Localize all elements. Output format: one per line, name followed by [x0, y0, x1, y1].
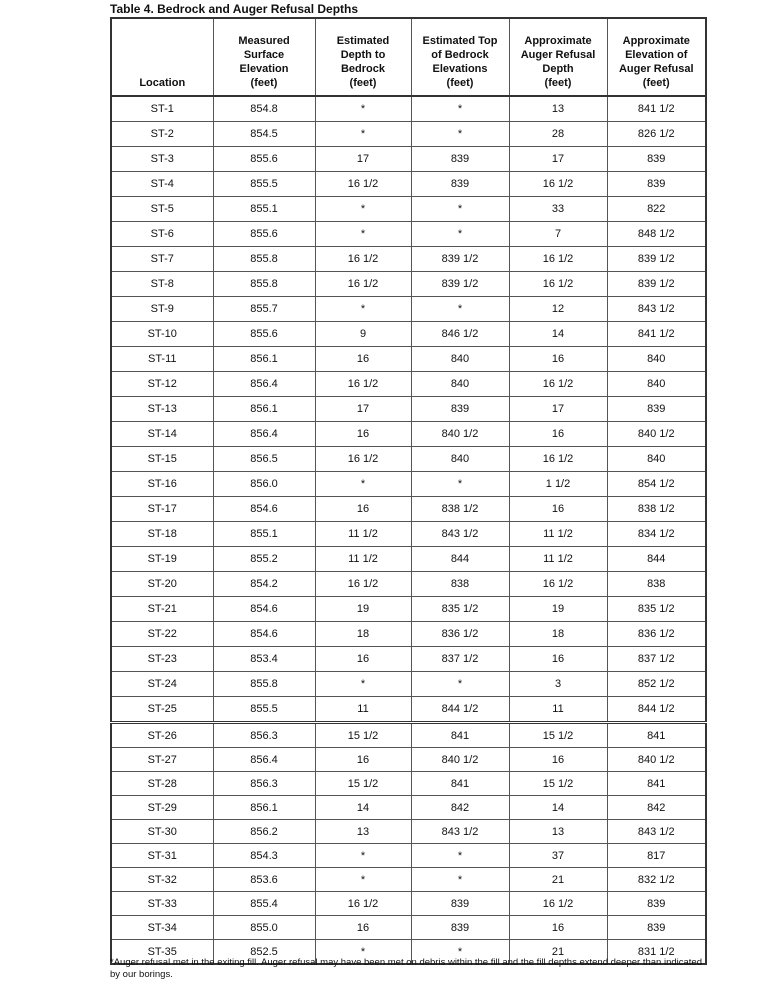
cell-refusal-depth: 16 1/2	[509, 247, 607, 272]
cell-location: ST-2	[111, 122, 213, 147]
header-estimated-depth-to-bedrock: Estimated Depth to Bedrock (feet)	[315, 18, 411, 96]
cell-refusal-elevation: 838	[607, 572, 706, 597]
cell-top-of-bedrock: 839	[411, 172, 509, 197]
cell-surface-elevation: 856.4	[213, 372, 315, 397]
cell-depth-to-bedrock: *	[315, 297, 411, 322]
table-row	[111, 748, 706, 772]
cell-top-of-bedrock: *	[411, 96, 509, 122]
cell-refusal-depth: 13	[509, 96, 607, 122]
cell-location: ST-22	[111, 622, 213, 647]
cell-location: ST-28	[111, 772, 213, 796]
cell-depth-to-bedrock: 16 1/2	[315, 247, 411, 272]
table-body	[111, 96, 706, 964]
cell-top-of-bedrock: 841	[411, 772, 509, 796]
table-row	[111, 572, 706, 597]
cell-surface-elevation: 855.0	[213, 916, 315, 940]
cell-surface-elevation: 855.6	[213, 322, 315, 347]
cell-location: ST-4	[111, 172, 213, 197]
cell-depth-to-bedrock: *	[315, 96, 411, 122]
table-row	[111, 297, 706, 322]
cell-refusal-elevation: 843 1/2	[607, 297, 706, 322]
cell-location: ST-35	[111, 940, 213, 965]
cell-location: ST-32	[111, 868, 213, 892]
table-row	[111, 497, 706, 522]
cell-location: ST-11	[111, 347, 213, 372]
cell-top-of-bedrock: *	[411, 222, 509, 247]
cell-surface-elevation: 855.1	[213, 197, 315, 222]
cell-refusal-depth: 14	[509, 322, 607, 347]
cell-depth-to-bedrock: 16 1/2	[315, 447, 411, 472]
cell-top-of-bedrock: 846 1/2	[411, 322, 509, 347]
cell-refusal-elevation: 839	[607, 172, 706, 197]
cell-refusal-depth: 16 1/2	[509, 447, 607, 472]
cell-location: ST-19	[111, 547, 213, 572]
table-row	[111, 844, 706, 868]
cell-depth-to-bedrock: 16 1/2	[315, 892, 411, 916]
table-row	[111, 372, 706, 397]
cell-refusal-elevation: 841	[607, 772, 706, 796]
cell-top-of-bedrock: *	[411, 197, 509, 222]
cell-surface-elevation: 856.3	[213, 772, 315, 796]
cell-depth-to-bedrock: 16	[315, 347, 411, 372]
cell-depth-to-bedrock: *	[315, 940, 411, 965]
cell-refusal-depth: 14	[509, 796, 607, 820]
table-row	[111, 892, 706, 916]
table-row	[111, 547, 706, 572]
cell-refusal-depth: 11 1/2	[509, 522, 607, 547]
cell-refusal-depth: 13	[509, 820, 607, 844]
cell-location: ST-10	[111, 322, 213, 347]
cell-depth-to-bedrock: *	[315, 472, 411, 497]
cell-refusal-depth: 15 1/2	[509, 723, 607, 748]
cell-location: ST-21	[111, 597, 213, 622]
cell-depth-to-bedrock: 16 1/2	[315, 572, 411, 597]
cell-surface-elevation: 856.1	[213, 397, 315, 422]
cell-surface-elevation: 854.6	[213, 622, 315, 647]
cell-refusal-elevation: 834 1/2	[607, 522, 706, 547]
table-row	[111, 647, 706, 672]
cell-refusal-elevation: 837 1/2	[607, 647, 706, 672]
cell-depth-to-bedrock: *	[315, 844, 411, 868]
cell-top-of-bedrock: 839	[411, 916, 509, 940]
cell-top-of-bedrock: *	[411, 672, 509, 697]
cell-surface-elevation: 854.6	[213, 497, 315, 522]
cell-surface-elevation: 855.8	[213, 272, 315, 297]
table-row	[111, 122, 706, 147]
table-row	[111, 247, 706, 272]
cell-location: ST-18	[111, 522, 213, 547]
cell-refusal-depth: 17	[509, 147, 607, 172]
cell-refusal-elevation: 832 1/2	[607, 868, 706, 892]
cell-depth-to-bedrock: 16	[315, 497, 411, 522]
cell-depth-to-bedrock: *	[315, 197, 411, 222]
cell-depth-to-bedrock: *	[315, 122, 411, 147]
cell-refusal-depth: 3	[509, 672, 607, 697]
cell-top-of-bedrock: *	[411, 940, 509, 965]
cell-surface-elevation: 856.4	[213, 748, 315, 772]
cell-depth-to-bedrock: 9	[315, 322, 411, 347]
cell-refusal-depth: 16	[509, 347, 607, 372]
cell-refusal-depth: 12	[509, 297, 607, 322]
cell-refusal-depth: 16 1/2	[509, 892, 607, 916]
cell-top-of-bedrock: 844 1/2	[411, 697, 509, 723]
cell-surface-elevation: 855.8	[213, 672, 315, 697]
cell-location: ST-33	[111, 892, 213, 916]
cell-refusal-depth: 19	[509, 597, 607, 622]
cell-refusal-elevation: 842	[607, 796, 706, 820]
cell-refusal-elevation: 843 1/2	[607, 820, 706, 844]
cell-depth-to-bedrock: 13	[315, 820, 411, 844]
cell-location: ST-20	[111, 572, 213, 597]
cell-surface-elevation: 856.2	[213, 820, 315, 844]
header-auger-refusal-depth: Approximate Auger Refusal Depth (feet)	[509, 18, 607, 96]
cell-surface-elevation: 855.6	[213, 222, 315, 247]
table-row	[111, 397, 706, 422]
cell-top-of-bedrock: 839 1/2	[411, 272, 509, 297]
cell-surface-elevation: 853.4	[213, 647, 315, 672]
cell-location: ST-23	[111, 647, 213, 672]
cell-location: ST-8	[111, 272, 213, 297]
cell-top-of-bedrock: 842	[411, 796, 509, 820]
cell-location: ST-24	[111, 672, 213, 697]
cell-top-of-bedrock: 843 1/2	[411, 522, 509, 547]
cell-depth-to-bedrock: 16	[315, 647, 411, 672]
table-row	[111, 868, 706, 892]
cell-surface-elevation: 855.2	[213, 547, 315, 572]
cell-location: ST-29	[111, 796, 213, 820]
cell-depth-to-bedrock: 16	[315, 422, 411, 447]
cell-depth-to-bedrock: 15 1/2	[315, 772, 411, 796]
table-row	[111, 723, 706, 748]
cell-refusal-depth: 16	[509, 497, 607, 522]
cell-depth-to-bedrock: 14	[315, 796, 411, 820]
table-row	[111, 222, 706, 247]
cell-refusal-elevation: 839	[607, 916, 706, 940]
cell-depth-to-bedrock: 16 1/2	[315, 272, 411, 297]
cell-depth-to-bedrock: 16 1/2	[315, 372, 411, 397]
table-row	[111, 197, 706, 222]
cell-refusal-elevation: 839	[607, 397, 706, 422]
header-measured-surface-elevation: Measured Surface Elevation (feet)	[213, 18, 315, 96]
cell-top-of-bedrock: 838 1/2	[411, 497, 509, 522]
cell-location: ST-9	[111, 297, 213, 322]
cell-surface-elevation: 855.7	[213, 297, 315, 322]
cell-refusal-depth: 16	[509, 647, 607, 672]
cell-surface-elevation: 854.2	[213, 572, 315, 597]
cell-location: ST-3	[111, 147, 213, 172]
cell-refusal-elevation: 839	[607, 147, 706, 172]
table-row	[111, 622, 706, 647]
cell-refusal-depth: 16	[509, 748, 607, 772]
cell-refusal-elevation: 839	[607, 892, 706, 916]
cell-location: ST-14	[111, 422, 213, 447]
table-row	[111, 672, 706, 697]
cell-location: ST-25	[111, 697, 213, 723]
cell-refusal-depth: 16 1/2	[509, 372, 607, 397]
cell-depth-to-bedrock: 17	[315, 147, 411, 172]
table-row	[111, 322, 706, 347]
cell-top-of-bedrock: *	[411, 472, 509, 497]
table-header-row	[111, 18, 706, 96]
cell-refusal-elevation: 838 1/2	[607, 497, 706, 522]
cell-refusal-elevation: 840 1/2	[607, 422, 706, 447]
cell-refusal-elevation: 826 1/2	[607, 122, 706, 147]
cell-depth-to-bedrock: *	[315, 672, 411, 697]
cell-refusal-elevation: 848 1/2	[607, 222, 706, 247]
cell-surface-elevation: 855.5	[213, 172, 315, 197]
cell-depth-to-bedrock: 17	[315, 397, 411, 422]
cell-location: ST-15	[111, 447, 213, 472]
cell-refusal-depth: 16 1/2	[509, 572, 607, 597]
cell-location: ST-6	[111, 222, 213, 247]
cell-top-of-bedrock: 840 1/2	[411, 748, 509, 772]
cell-top-of-bedrock: 840	[411, 372, 509, 397]
header-location: Location	[111, 18, 213, 96]
cell-refusal-depth: 15 1/2	[509, 772, 607, 796]
cell-location: ST-1	[111, 96, 213, 122]
cell-top-of-bedrock: 839	[411, 397, 509, 422]
table-caption: Table 4. Bedrock and Auger Refusal Depths	[110, 2, 359, 16]
cell-top-of-bedrock: *	[411, 122, 509, 147]
cell-surface-elevation: 854.8	[213, 96, 315, 122]
cell-depth-to-bedrock: 11 1/2	[315, 547, 411, 572]
cell-depth-to-bedrock: 16	[315, 916, 411, 940]
cell-surface-elevation: 856.4	[213, 422, 315, 447]
cell-refusal-elevation: 852 1/2	[607, 672, 706, 697]
cell-refusal-elevation: 854 1/2	[607, 472, 706, 497]
cell-location: ST-27	[111, 748, 213, 772]
cell-refusal-depth: 11	[509, 697, 607, 723]
cell-surface-elevation: 855.6	[213, 147, 315, 172]
cell-top-of-bedrock: 839 1/2	[411, 247, 509, 272]
table-row	[111, 172, 706, 197]
cell-depth-to-bedrock: 19	[315, 597, 411, 622]
bedrock-refusal-table	[110, 17, 707, 965]
cell-depth-to-bedrock: 16	[315, 748, 411, 772]
cell-location: ST-16	[111, 472, 213, 497]
cell-refusal-depth: 16	[509, 916, 607, 940]
header-auger-refusal-elevation: Approximate Elevation of Auger Refusal (feet)	[607, 18, 706, 96]
cell-surface-elevation: 855.1	[213, 522, 315, 547]
cell-location: ST-5	[111, 197, 213, 222]
cell-refusal-depth: 16 1/2	[509, 272, 607, 297]
cell-top-of-bedrock: 840	[411, 347, 509, 372]
table-row	[111, 347, 706, 372]
cell-top-of-bedrock: 837 1/2	[411, 647, 509, 672]
cell-top-of-bedrock: 840	[411, 447, 509, 472]
table-row	[111, 772, 706, 796]
cell-top-of-bedrock: 839	[411, 147, 509, 172]
table-row	[111, 697, 706, 723]
cell-location: ST-13	[111, 397, 213, 422]
table-row	[111, 96, 706, 122]
cell-refusal-elevation: 835 1/2	[607, 597, 706, 622]
cell-refusal-elevation: 841 1/2	[607, 322, 706, 347]
cell-refusal-elevation: 840 1/2	[607, 748, 706, 772]
table-row	[111, 597, 706, 622]
cell-refusal-depth: 21	[509, 868, 607, 892]
cell-refusal-elevation: 817	[607, 844, 706, 868]
cell-top-of-bedrock: 839	[411, 892, 509, 916]
cell-depth-to-bedrock: 16 1/2	[315, 172, 411, 197]
cell-surface-elevation: 854.5	[213, 122, 315, 147]
header-estimated-top-of-bedrock: Estimated Top of Bedrock Elevations (feet)	[411, 18, 509, 96]
table-row	[111, 472, 706, 497]
cell-refusal-elevation: 840	[607, 372, 706, 397]
cell-refusal-elevation: 841 1/2	[607, 96, 706, 122]
table-row	[111, 272, 706, 297]
cell-refusal-elevation: 839 1/2	[607, 272, 706, 297]
cell-surface-elevation: 856.1	[213, 347, 315, 372]
cell-refusal-elevation: 840	[607, 447, 706, 472]
table-row	[111, 422, 706, 447]
cell-location: ST-12	[111, 372, 213, 397]
cell-refusal-elevation: 839 1/2	[607, 247, 706, 272]
cell-refusal-elevation: 844	[607, 547, 706, 572]
cell-top-of-bedrock: 840 1/2	[411, 422, 509, 447]
table-footnote: *Auger refusal met in the exiting fill. Auger refusal may have been met on debris within the fill and the fill depths extend deeper than indicated by our borings.	[110, 957, 702, 980]
cell-refusal-depth: 33	[509, 197, 607, 222]
cell-surface-elevation: 856.5	[213, 447, 315, 472]
cell-location: ST-26	[111, 723, 213, 748]
cell-refusal-depth: 7	[509, 222, 607, 247]
cell-surface-elevation: 854.6	[213, 597, 315, 622]
cell-refusal-depth: 16	[509, 422, 607, 447]
cell-refusal-depth: 1 1/2	[509, 472, 607, 497]
cell-surface-elevation: 856.3	[213, 723, 315, 748]
cell-refusal-depth: 28	[509, 122, 607, 147]
table-row	[111, 796, 706, 820]
cell-top-of-bedrock: *	[411, 844, 509, 868]
cell-refusal-depth: 21	[509, 940, 607, 965]
cell-location: ST-34	[111, 916, 213, 940]
cell-refusal-elevation: 836 1/2	[607, 622, 706, 647]
cell-surface-elevation: 855.5	[213, 697, 315, 723]
table-row	[111, 447, 706, 472]
cell-refusal-depth: 37	[509, 844, 607, 868]
cell-top-of-bedrock: 835 1/2	[411, 597, 509, 622]
cell-refusal-depth: 11 1/2	[509, 547, 607, 572]
cell-depth-to-bedrock: 11 1/2	[315, 522, 411, 547]
cell-surface-elevation: 856.0	[213, 472, 315, 497]
cell-depth-to-bedrock: 18	[315, 622, 411, 647]
cell-top-of-bedrock: 844	[411, 547, 509, 572]
cell-surface-elevation: 852.5	[213, 940, 315, 965]
cell-top-of-bedrock: 841	[411, 723, 509, 748]
cell-top-of-bedrock: 843 1/2	[411, 820, 509, 844]
cell-surface-elevation: 856.1	[213, 796, 315, 820]
table-row	[111, 522, 706, 547]
cell-refusal-depth: 17	[509, 397, 607, 422]
cell-refusal-elevation: 841	[607, 723, 706, 748]
cell-refusal-elevation: 831 1/2	[607, 940, 706, 965]
cell-location: ST-7	[111, 247, 213, 272]
cell-location: ST-17	[111, 497, 213, 522]
cell-surface-elevation: 853.6	[213, 868, 315, 892]
cell-refusal-depth: 16 1/2	[509, 172, 607, 197]
cell-top-of-bedrock: *	[411, 868, 509, 892]
cell-refusal-elevation: 840	[607, 347, 706, 372]
cell-top-of-bedrock: *	[411, 297, 509, 322]
cell-refusal-depth: 18	[509, 622, 607, 647]
cell-location: ST-30	[111, 820, 213, 844]
cell-surface-elevation: 855.8	[213, 247, 315, 272]
cell-refusal-elevation: 822	[607, 197, 706, 222]
table-row	[111, 147, 706, 172]
cell-depth-to-bedrock: *	[315, 868, 411, 892]
cell-surface-elevation: 854.3	[213, 844, 315, 868]
cell-surface-elevation: 855.4	[213, 892, 315, 916]
cell-depth-to-bedrock: 15 1/2	[315, 723, 411, 748]
table-row	[111, 820, 706, 844]
cell-top-of-bedrock: 838	[411, 572, 509, 597]
cell-top-of-bedrock: 836 1/2	[411, 622, 509, 647]
cell-location: ST-31	[111, 844, 213, 868]
cell-depth-to-bedrock: 11	[315, 697, 411, 723]
cell-depth-to-bedrock: *	[315, 222, 411, 247]
table-row	[111, 916, 706, 940]
cell-refusal-elevation: 844 1/2	[607, 697, 706, 723]
